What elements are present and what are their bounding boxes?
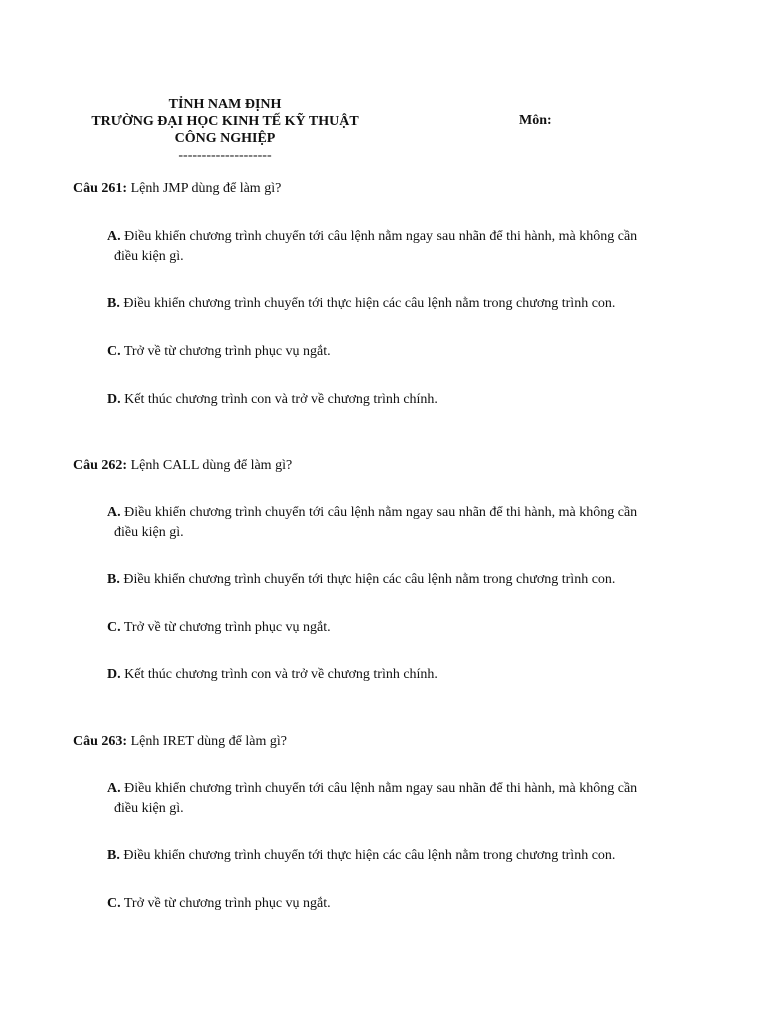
- question-title: [73, 180, 713, 198]
- option-text: Trở về từ chương trình phục vụ ngắt.: [120, 620, 331, 635]
- option-text: Trở về từ chương trình phục vụ ngắt.: [120, 896, 331, 911]
- option-text: Trở về từ chương trình phục vụ ngắt.: [120, 344, 331, 359]
- question-number: Câu 261:: [73, 181, 128, 196]
- school-name-line2: CÔNG NGHIỆP: [174, 131, 276, 146]
- option-letter: D.: [107, 667, 121, 682]
- question-title: [73, 733, 713, 751]
- school-block: [70, 96, 380, 164]
- option-text: Kết thúc chương trình con và trở về chương trình chính.: [120, 392, 438, 407]
- option-b: [107, 846, 707, 866]
- option-d: [107, 390, 707, 410]
- question-262: [73, 457, 713, 682]
- option-letter: B.: [107, 296, 120, 311]
- option-letter: C.: [107, 344, 121, 359]
- option-letter: C.: [107, 620, 121, 635]
- province-name: TỈNH NAM ĐỊNH: [168, 97, 282, 112]
- option-text: Điều khiển chương trình chuyển tới câu lệnh nằm ngay sau nhãn để thi hành, mà không cần: [120, 781, 638, 796]
- question-261: [73, 180, 713, 407]
- option-text-continued: điều kiện gì.: [114, 249, 184, 264]
- option-text: Điều khiển chương trình chuyển tới thực hiện các câu lệnh nằm trong chương trình con.: [119, 848, 616, 863]
- option-a: [107, 503, 707, 543]
- question-number: Câu 263:: [73, 734, 128, 749]
- option-text: Điều khiển chương trình chuyển tới thực hiện các câu lệnh nằm trong chương trình con.: [119, 296, 616, 311]
- option-b: [107, 570, 707, 590]
- option-letter: D.: [107, 392, 121, 407]
- option-a: [107, 227, 707, 267]
- option-text: Điều khiển chương trình chuyển tới thực hiện các câu lệnh nằm trong chương trình con.: [119, 572, 616, 587]
- option-c: [107, 618, 707, 638]
- subject-label: Môn:: [519, 113, 552, 128]
- option-text-continued: điều kiện gì.: [114, 801, 184, 816]
- option-c: [107, 894, 707, 914]
- document-header: [0, 96, 768, 166]
- option-letter: A.: [107, 229, 121, 244]
- school-name-line1: TRƯỜNG ĐẠI HỌC KINH TẾ KỸ THUẬT: [91, 114, 359, 129]
- option-letter: B.: [107, 572, 120, 587]
- option-text: Điều khiển chương trình chuyển tới câu lệnh nằm ngay sau nhãn để thi hành, mà không cần: [120, 229, 638, 244]
- option-letter: A.: [107, 505, 121, 520]
- question-text: Lệnh CALL dùng để làm gì?: [127, 458, 293, 473]
- option-c: [107, 342, 707, 362]
- option-text: Kết thúc chương trình con và trở về chương trình chính.: [120, 667, 438, 682]
- option-letter: C.: [107, 896, 121, 911]
- header-separator: --------------------: [178, 148, 272, 163]
- option-a: [107, 779, 707, 819]
- option-letter: A.: [107, 781, 121, 796]
- question-number: Câu 262:: [73, 458, 128, 473]
- question-title: [73, 457, 713, 475]
- option-text-continued: điều kiện gì.: [114, 525, 184, 540]
- option-letter: B.: [107, 848, 120, 863]
- option-b: [107, 294, 707, 314]
- question-text: Lệnh IRET dùng để làm gì?: [127, 734, 287, 749]
- question-263: [73, 733, 713, 911]
- option-text: Điều khiển chương trình chuyển tới câu lệnh nằm ngay sau nhãn để thi hành, mà không cần: [120, 505, 638, 520]
- question-text: Lệnh JMP dùng để làm gì?: [127, 181, 282, 196]
- option-d: [107, 665, 707, 685]
